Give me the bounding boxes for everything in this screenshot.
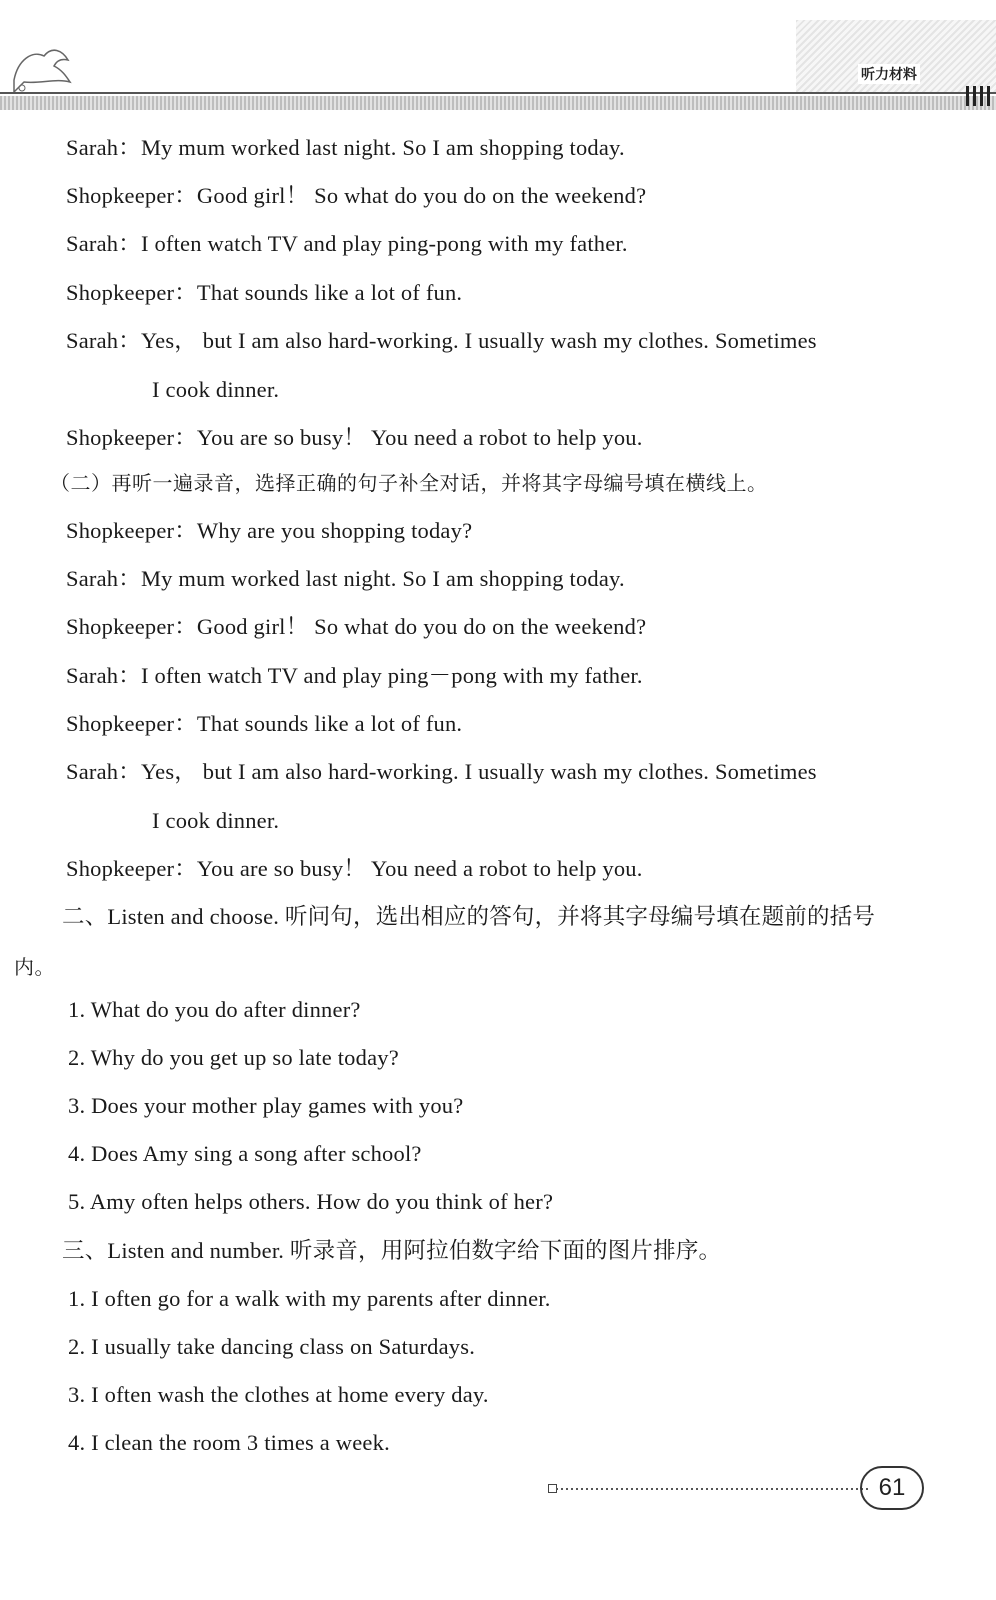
header-band (0, 96, 996, 110)
speaker-label: Sarah： (66, 566, 141, 591)
speaker-label: Shopkeeper： (66, 614, 197, 639)
dialogue-text: I cook dinner. (152, 377, 280, 402)
section-label: 听力材料 (858, 64, 920, 84)
question-item: 2. Why do you get up so late today? (68, 1045, 399, 1070)
dialogue-line (66, 423, 643, 453)
speaker-label: Sarah： (66, 759, 141, 784)
speaker-label: Shopkeeper： (66, 711, 197, 736)
page-header (0, 0, 996, 120)
dialogue-text: I often watch TV and play ping-pong with my father. (140, 231, 628, 256)
speaker-label: Sarah： (66, 663, 141, 688)
dialogue-line (66, 854, 643, 884)
dialogue-text: You are so busy！ You need a robot to help you. (196, 425, 643, 450)
dialogue-line (66, 133, 625, 163)
dialogue-line (66, 612, 646, 642)
speaker-label: Sarah： (66, 231, 141, 256)
dialogue-text: Why are you shopping today? (196, 518, 473, 543)
dialogue-text: Yes， but I am also hard-working. I usually wash my clothes. Sometimes (140, 759, 817, 784)
number-item: 3. I often wash the clothes at home every day. (68, 1382, 489, 1407)
dialogue-line-continued (152, 806, 279, 836)
speaker-label: Shopkeeper： (66, 518, 197, 543)
question-item: 1. What do you do after dinner? (68, 997, 361, 1022)
question-item: 4. Does Amy sing a song after school? (68, 1141, 422, 1166)
section-instruction: （二）再听一遍录音，选择正确的句子补全对话，并将其字母编号填在横线上。 (50, 471, 768, 495)
speaker-label: Shopkeeper： (66, 856, 197, 881)
dialogue-line (66, 326, 817, 356)
dialogue-line (66, 229, 628, 259)
footer-dotted-rule (556, 1488, 868, 1490)
section-heading: 二、Listen and choose. 听问句，选出相应的答句，并将其字母编号填在题前的括号 (62, 904, 876, 929)
dolphin-logo-icon (10, 40, 74, 96)
dialogue-line (66, 516, 472, 546)
number-item: 4. I clean the room 3 times a week. (68, 1430, 390, 1455)
dialogue-line (66, 709, 462, 739)
question-item: 5. Amy often helps others. How do you think of her? (68, 1189, 554, 1214)
page-number: 61 (860, 1466, 924, 1510)
dialogue-text: My mum worked last night. So I am shopping today. (140, 566, 625, 591)
speaker-label: Shopkeeper： (66, 183, 197, 208)
dialogue-text: I cook dinner. (152, 808, 280, 833)
speaker-label: Sarah： (66, 135, 141, 160)
speaker-label: Sarah： (66, 328, 141, 353)
header-bars-icon (966, 86, 990, 106)
dialogue-line (66, 278, 462, 308)
dialogue-text: That sounds like a lot of fun. (196, 711, 463, 736)
dialogue-text: Good girl！ So what do you do on the weekend? (196, 614, 647, 639)
dialogue-text: That sounds like a lot of fun. (196, 280, 463, 305)
speaker-label: Shopkeeper： (66, 425, 197, 450)
dialogue-text: Good girl！ So what do you do on the weekend? (196, 183, 647, 208)
dialogue-text: You are so busy！ You need a robot to help you. (196, 856, 643, 881)
header-rule (0, 92, 996, 94)
section-heading: 三、Listen and number. 听录音，用阿拉伯数字给下面的图片排序。 (62, 1238, 722, 1263)
dialogue-line-continued (152, 375, 279, 405)
question-item: 3. Does your mother play games with you? (68, 1093, 464, 1118)
dialogue-text: Yes， but I am also hard-working. I usually wash my clothes. Sometimes (140, 328, 817, 353)
section-heading-continued: 内。 (14, 955, 55, 979)
number-item: 2. I usually take dancing class on Saturdays. (68, 1334, 476, 1359)
dialogue-line (66, 564, 625, 594)
dialogue-line (66, 757, 817, 787)
number-item: 1. I often go for a walk with my parents after dinner. (68, 1286, 551, 1311)
dialogue-text: My mum worked last night. So I am shopping today. (140, 135, 625, 160)
dialogue-text: I often watch TV and play ping－pong with my father. (140, 663, 643, 688)
dialogue-line (66, 181, 646, 211)
speaker-label: Shopkeeper： (66, 280, 197, 305)
dialogue-line (66, 661, 643, 691)
